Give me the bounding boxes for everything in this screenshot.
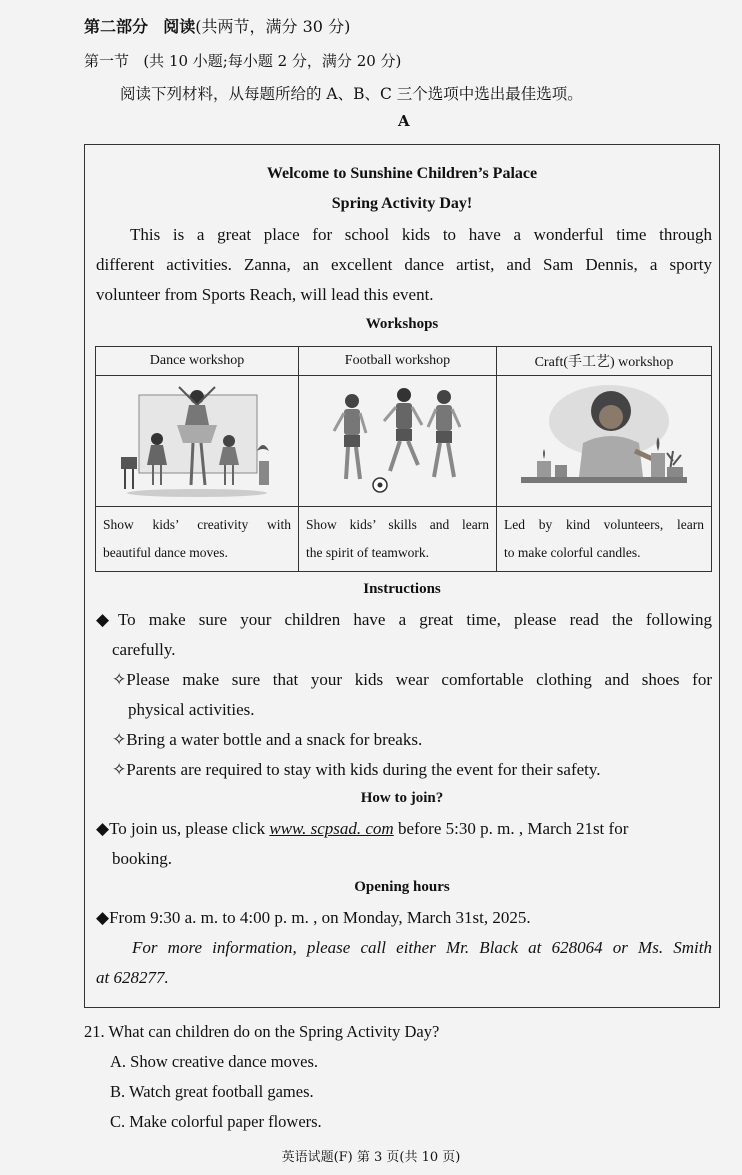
passage-letter: A bbox=[398, 112, 410, 130]
workshop-desc-line: Show kids’ creativity with bbox=[103, 517, 291, 532]
workshops-heading: Workshops bbox=[365, 316, 439, 332]
workshops-header-row bbox=[96, 347, 712, 376]
reading-instruction: 阅读下列材料，从每题所给的 A、B、C 三个选项中选出最佳选项。 bbox=[120, 85, 583, 103]
notice-subtitle: Spring Activity Day! bbox=[331, 195, 473, 212]
join-line bbox=[96, 819, 712, 839]
workshop-name: Dance workshop bbox=[96, 347, 299, 376]
instruction-main-line-1: ◆To make sure your children have a great time, please read the following bbox=[96, 610, 712, 629]
football-illustration bbox=[318, 381, 478, 501]
intro-line-3: volunteer from Sports Reach, will lead this event. bbox=[96, 285, 434, 304]
join-line-2: booking. bbox=[112, 849, 172, 868]
workshop-desc-line: Show kids’ skills and learn bbox=[306, 517, 489, 532]
hours-line: ◆From 9:30 a. m. to 4:00 p. m. , on Monday, March 31st, 2025. bbox=[96, 908, 531, 927]
part-label: 第二部分 bbox=[84, 17, 149, 36]
section-heading bbox=[84, 50, 401, 71]
option-c[interactable]: C. Make colorful paper flowers. bbox=[110, 1112, 322, 1131]
part-heading bbox=[84, 14, 350, 37]
workshops-picture-row bbox=[96, 376, 712, 507]
instruction-item-1-line-2: physical activities. bbox=[128, 700, 255, 719]
section-label: 第一节 bbox=[84, 52, 130, 70]
instruction-item-2: ✧Bring a water bottle and a snack for breaks. bbox=[112, 730, 423, 749]
page-footer: 英语试题(F) 第 3 页(共 10 页) bbox=[281, 1150, 461, 1165]
part-note: (共两节，满分 30 分) bbox=[195, 17, 351, 36]
workshop-desc-line: Led by kind volunteers, learn bbox=[504, 517, 704, 532]
workshop-desc-line: beautiful dance moves. bbox=[103, 545, 228, 560]
notice-title: Welcome to Sunshine Children’s Palace bbox=[266, 165, 538, 182]
instruction-main-line-2: carefully. bbox=[112, 640, 176, 659]
intro-line-2: different activities. Zanna, an excellent dance artist, and Sam Dennis, a sporty bbox=[96, 255, 712, 274]
instruction-item-1-line-1: ✧Please make sure that your kids wear comfortable clothing and shoes for bbox=[112, 670, 712, 689]
workshops-table bbox=[95, 346, 712, 572]
option-b[interactable]: B. Watch great football games. bbox=[110, 1082, 314, 1101]
dance-illustration bbox=[117, 381, 277, 501]
hours-heading: Opening hours bbox=[354, 879, 450, 895]
workshop-desc-line: to make colorful candles. bbox=[504, 545, 641, 560]
join-prefix: ◆To join us, please click bbox=[96, 819, 270, 838]
part-name: 阅读 bbox=[163, 17, 196, 36]
candle-craft-illustration bbox=[517, 381, 692, 501]
instructions-heading: Instructions bbox=[363, 581, 441, 597]
intro-line-1: This is a great place for school kids to have a wonderful time through bbox=[130, 225, 712, 244]
workshop-desc-line: the spirit of teamwork. bbox=[306, 545, 429, 560]
workshop-name: Craft(手工艺) workshop bbox=[497, 347, 712, 376]
join-suffix: before 5:30 p. m. , March 21st for bbox=[393, 819, 629, 838]
booking-link[interactable]: www. scpsad. com bbox=[269, 819, 394, 838]
question-stem: 21. What can children do on the Spring Activity Day? bbox=[84, 1022, 440, 1041]
join-heading: How to join? bbox=[360, 790, 444, 806]
more-info-line-2: at 628277. bbox=[96, 968, 169, 987]
section-note: (共 10 小题;每小题 2 分，满分 20 分) bbox=[143, 52, 402, 70]
option-a[interactable]: A. Show creative dance moves. bbox=[110, 1052, 319, 1071]
more-info-line-1: For more information, please call either Mr. Black at 628064 or Ms. Smith bbox=[132, 938, 712, 957]
instruction-item-3: ✧Parents are required to stay with kids during the event for their safety. bbox=[112, 760, 601, 779]
workshop-name: Football workshop bbox=[299, 347, 497, 376]
workshops-description-row bbox=[96, 507, 712, 572]
